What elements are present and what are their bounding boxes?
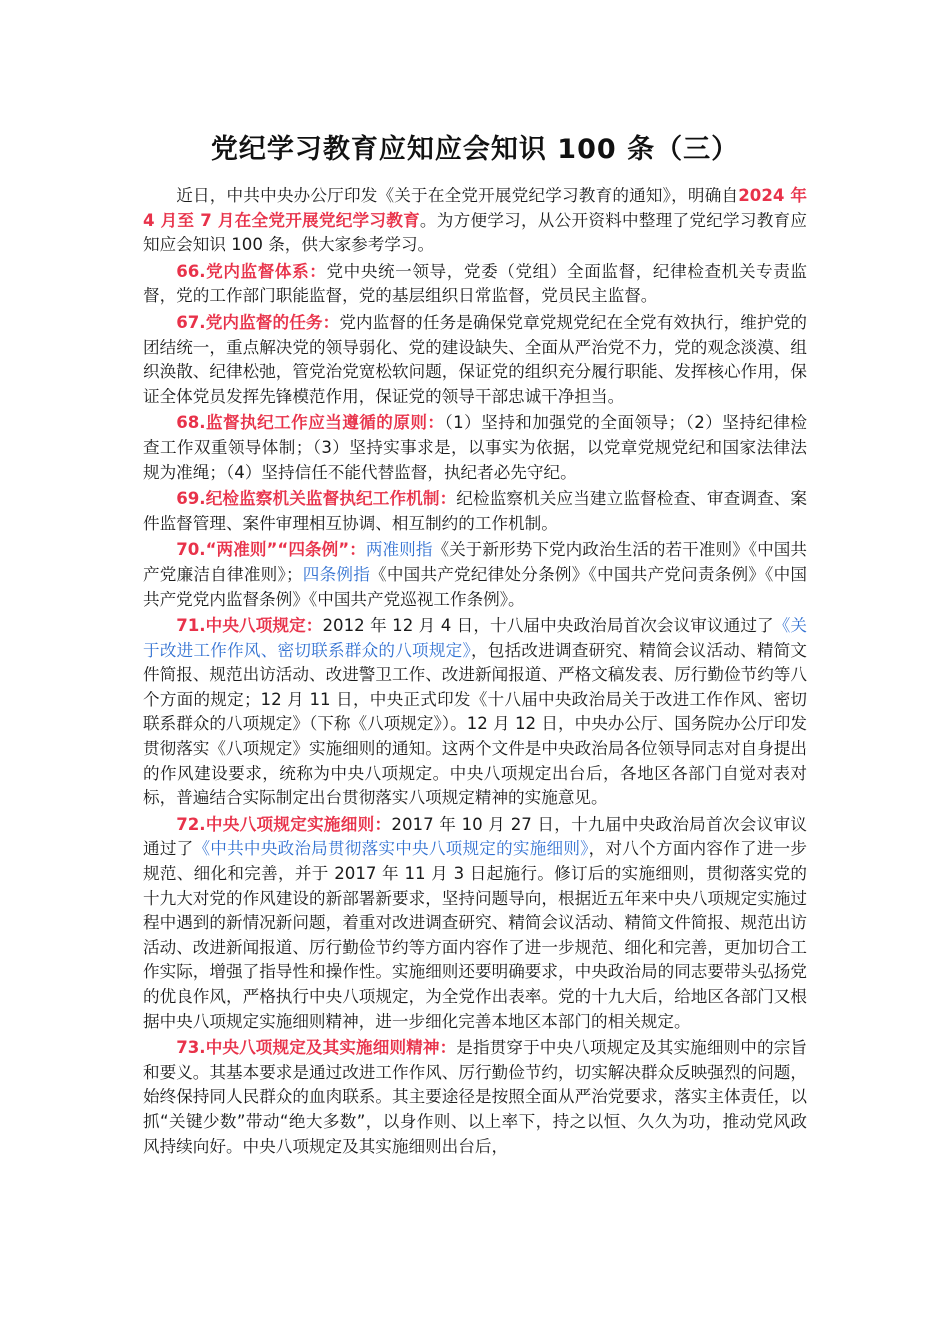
item-72-text-1: 2017 年 10 月 27 日，十九届中央政治局首次会议审议通过了 <box>143 814 807 859</box>
item-70 <box>143 538 807 612</box>
item-67-text: 党内监督的任务是确保党章党规党纪在全党有效执行，维护党的团结统一，重点解决党的领导弱化、党的建设缺失、全面从严治党不力，党的观念淡漠、组织涣散、纪律松弛，管党治党宽松软问题，保证党的组织充分履行职能、发挥核心作用，保证全体党员发挥先锋模范作用，保证党的领导干部忠诚干净担当。 <box>143 312 807 406</box>
item-72-blue: 《中共中央政治局贯彻落实中央八项规定的实施细则》 <box>193 839 589 859</box>
item-69-heading: 69.纪检监察机关监督执纪工作机制： <box>176 489 457 509</box>
item-68-heading: 68.监督执纪工作应当遵循的原则： <box>176 413 445 433</box>
intro-text-2: 。为方便学习，从公开资料中整理了党纪学习教育应知应会知识 100 条，供大家参考学习。 <box>143 210 807 255</box>
item-66-text: 党中央统一领导，党委（党组）全面监督，纪律检查机关专责监督，党的工作部门职能监督，党的基层组织日常监督，党员民主监督。 <box>143 261 807 306</box>
item-70-blue-2: 四条例指 <box>302 564 371 584</box>
item-71-text-2: ，包括改进调查研究、精简会议活动、精简文件简报、规范出访活动、改进警卫工作、改进新闻报道、严格文稿发表、厉行勤俭节约等八个方面的规定；12 月 11 日，中央正式印发《十八届中央政治局关于改进工作作风、密切联系群众的八项规定》（下称《八项规定》）。12 月 12 日，中央办公厅、国务院办公厅印发贯彻落实《八项规定》实施细则的通知。这两个文件是中央政治局各位领导同志对自身提出的作风建设要求，统称为中央八项规定。中央八项规定出台后，各地区各部门自觉对表对标，普遍结合实际制定出台贯彻落实八项规定精神的实施意见。 <box>143 640 808 808</box>
item-69 <box>143 487 807 536</box>
item-71-text-1: 2012 年 12 月 4 日，十八届中央政治局首次会议审议通过了 <box>322 616 774 636</box>
item-68-text: （1）坚持和加强党的全面领导；（2）坚持纪律检查工作双重领导体制；（3）坚持实事求是，以事实为依据，以党章党规党纪和国家法律法规为准绳；（4）坚持信任不能代替监督，执纪者必先守纪。 <box>143 413 807 482</box>
document-page <box>143 128 807 1161</box>
item-72 <box>143 813 807 1034</box>
item-73-text: 是指贯穿于中央八项规定及其实施细则中的宗旨和要义。其基本要求是通过改进工作作风、厉行勤俭节约，切实解决群众反映强烈的问题，始终保持同人民群众的血肉联系。其主要途径是按照全面从严治党要求，落实主体责任，以抓“关键少数”带动“绝大多数”，以身作则、以上率下，持之以恒、久久为功，推动党风政风持续向好。中央八项规定及其实施细则出台后， <box>143 1038 807 1156</box>
item-70-heading: 70.“两准则”“四条例”： <box>176 540 366 560</box>
item-73 <box>143 1036 807 1159</box>
item-69-text: 纪检监察机关应当建立监督检查、审查调查、案件监督管理、案件审理相互协调、相互制约的工作机制。 <box>143 489 807 533</box>
item-70-text-2: 《中国共产党纪律处分条例》《中国共产党问责条例》《中国共产党党内监督条例》《中国共产党巡视工作条例》。 <box>143 564 808 609</box>
item-66 <box>143 260 807 309</box>
item-67-heading: 67.党内监督的任务： <box>176 312 340 332</box>
item-72-text-2: ，对八个方面内容作了进一步规范、细化和完善，并于 2017 年 11 月 3 日起施行。修订后的实施细则，贯彻落实党的十九大对党的作风建设的新部署新要求，坚持问题导向，根据近五年来中央八项规定实施过程中遇到的新情况新问题，着重对改进调查研究、精简会议活动、精简文件简报、规范出访活动、改进新闻报道、厉行勤俭节约等方面内容作了进一步规范、细化和完善，更加切合工作实际，增强了指导性和操作性。实施细则还要明确要求，中央政治局的同志要带头弘扬党的优良作风，严格执行中央八项规定，为全党作出表率。党的十九大后，给地区各部门又根据中央八项规定实施细则精神，进一步细化完善本地区本部门的相关规定。 <box>143 839 808 1031</box>
item-67 <box>143 311 807 409</box>
item-71 <box>143 614 807 811</box>
item-66-heading: 66.党内监督体系： <box>176 261 327 281</box>
intro-text: 近日，中共中央办公厅印发《关于在全党开展党纪学习教育的通知》，明确自 <box>176 186 739 205</box>
item-73-heading: 73.中央八项规定及其实施细则精神： <box>176 1038 457 1058</box>
item-70-blue-1: 两准则指 <box>365 540 433 560</box>
item-71-heading: 71.中央八项规定： <box>176 616 323 636</box>
item-71-blue: 《关于改进工作作风、密切联系群众的八项规定》 <box>143 616 808 660</box>
item-72-heading: 72.中央八项规定实施细则： <box>176 814 392 834</box>
item-68 <box>143 411 807 485</box>
intro-paragraph <box>143 184 807 258</box>
page-title: 党纪学习教育应知应会知识 100 条（三） <box>210 134 740 165</box>
intro-highlight: 2024 年 4 月至 7 月在全党开展党纪学习教育 <box>143 186 808 230</box>
item-70-text-1: 《关于新形势下党内政治生活的若干准则》《中国共产党廉洁自律准则》； <box>143 540 807 584</box>
